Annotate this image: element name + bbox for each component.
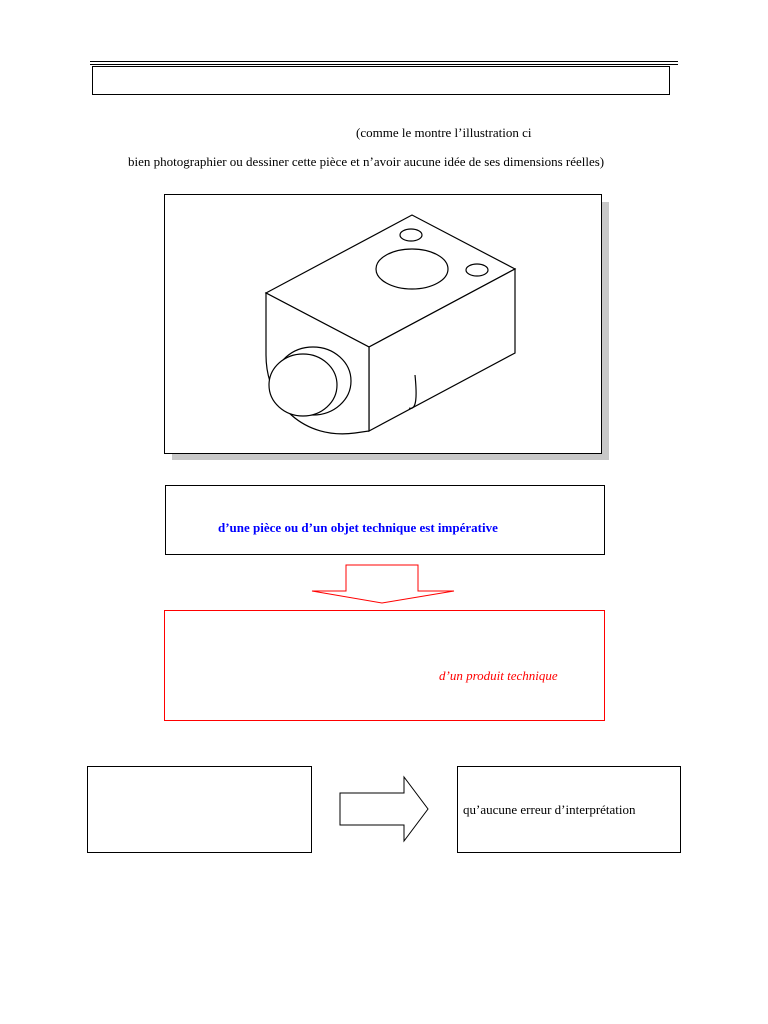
intro-line-2: bien photographier ou dessiner cette pièce et n’avoir aucune idée de ses dimensions réelles) [128, 154, 605, 169]
intro-line-1: (comme le montre l’illustration ci [356, 125, 532, 140]
top-rule-1 [90, 61, 678, 62]
bottom-right-box [457, 766, 681, 853]
title-box [92, 66, 670, 95]
product-text: d’un produit technique [439, 668, 558, 683]
product-box [164, 610, 605, 721]
down-arrow-icon [310, 563, 460, 605]
boss-cylinder-front [269, 354, 337, 416]
result-text: qu’aucune erreur d’interprétation [463, 802, 636, 817]
top-rule-2 [90, 64, 678, 65]
right-arrow-icon [338, 775, 432, 843]
necessity-text: d’une pièce ou d’un objet technique est impérative [218, 520, 498, 535]
necessity-box [165, 485, 605, 555]
isometric-part-drawing [165, 195, 601, 453]
bottom-left-box [87, 766, 312, 853]
figure-frame [164, 194, 602, 454]
